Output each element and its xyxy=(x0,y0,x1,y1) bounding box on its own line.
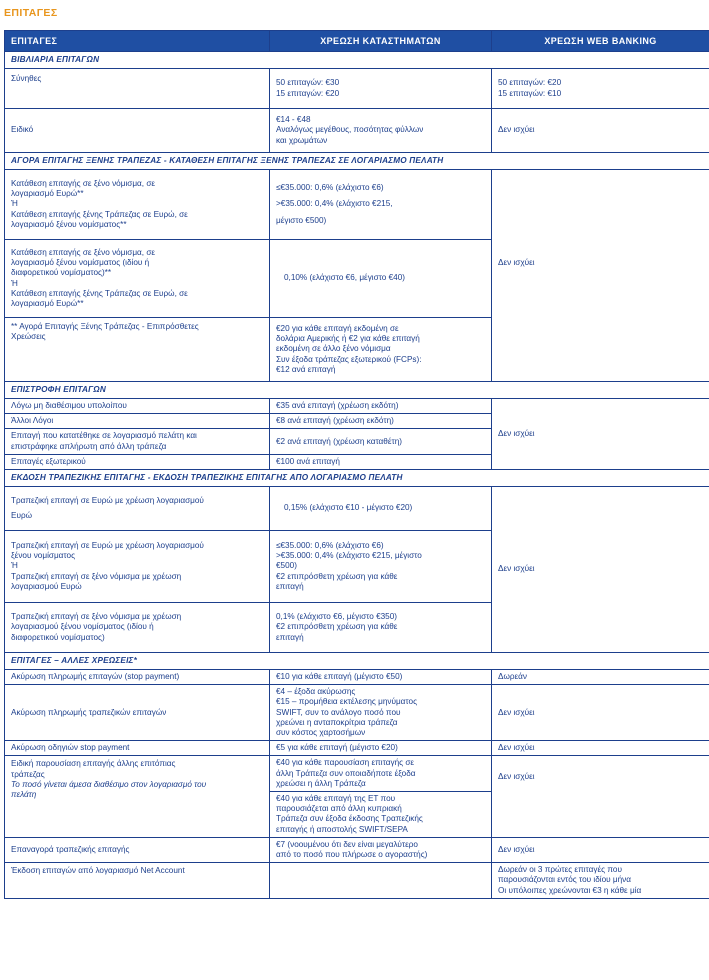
section-row xyxy=(5,653,709,670)
section-title: ΒΙΒΛΙΑΡΙΑ ΕΠΙΤΑΓΩΝ xyxy=(5,52,709,69)
cell-line: >€35.000: 0,4% (ελάχιστο €215, xyxy=(276,199,393,209)
cell-line: ≤€35.000: 0,6% (ελάχιστο €6) xyxy=(276,541,384,550)
section-row xyxy=(5,470,709,487)
cell-line: €14 - €48 xyxy=(276,115,311,125)
section-row xyxy=(5,153,709,170)
section-title: ΕΠΙΣΤΡΟΦΗ ΕΠΙΤΑΓΩΝ xyxy=(5,382,709,399)
table-cell xyxy=(270,69,492,109)
cell-line: εκδομένη σε άλλο ξένο νόμισμα xyxy=(276,344,391,354)
cell-line: Τραπεζική επιταγή σε Ευρώ με χρέωση λογαριασμού xyxy=(11,496,204,506)
table-cell: Άλλοι Λόγοι xyxy=(5,414,270,429)
cell-line: λογαριασμό Ευρώ** xyxy=(11,189,84,199)
cell-line: χρεώνει η ανταποκρίτρια τράπεζα xyxy=(276,717,398,727)
table-cell: €100 ανά επιταγή xyxy=(270,454,492,469)
section-row xyxy=(5,382,709,399)
page-title: ΕΠΙΤΑΓΕΣ xyxy=(4,7,58,19)
table-cell: Ακύρωση πληρωμής τραπεζικών επιταγών xyxy=(5,685,270,741)
cell-line: μέγιστο €500) xyxy=(276,215,327,225)
cell-line: ≤€35.000: 0,6% (ελάχιστο €6) xyxy=(276,183,384,193)
section-title: ΕΠΙΤΑΓΕΣ – ΑΛΛΕΣ ΧΡΕΩΣΕΙΣ* xyxy=(5,653,709,670)
cell-line: συν κόστος χαρτοσήμων xyxy=(276,728,366,738)
table-row xyxy=(5,741,709,756)
cell-line: €4 – έξοδα ακύρωσης xyxy=(276,687,356,697)
table-cell: Δεν ισχύει xyxy=(492,170,709,382)
cell-line: 50 επιταγών: €20 xyxy=(498,78,562,88)
cell-line: πελάτη xyxy=(11,790,37,800)
cell-line: επιταγή xyxy=(276,581,304,591)
table-header-row xyxy=(5,31,709,52)
sub-cell xyxy=(270,792,491,837)
table-row xyxy=(5,670,709,685)
table-cell: Δεν ισχύει xyxy=(492,741,709,756)
cell-line: Ή xyxy=(11,199,18,209)
table-cell: Ειδικό xyxy=(5,109,270,153)
cell-line: €40 για κάθε επιταγή της ΕΤ που xyxy=(276,794,396,804)
table-cell xyxy=(5,429,270,454)
section-title: ΑΓΟΡΑ ΕΠΙΤΑΓΗΣ ΞΕΝΗΣ ΤΡΑΠΕΖΑΣ - ΚΑΤΑΘΕΣΗ ΕΠΙΤΑΓΗΣ ΞΕΝΗΣ ΤΡΑΠΕΖΑΣ ΣΕ ΛΟΓΑΡΙΑΣΜΟ ΠΕΛΑΤΗ xyxy=(5,153,709,170)
cell-line: €20 για κάθε επιταγή εκδομένη σε xyxy=(276,323,399,333)
cell-line: Κατάθεση επιταγής σε ξένο νόμισμα, σε xyxy=(11,178,156,188)
cell-line: λογαριασμού Ευρώ xyxy=(11,581,82,591)
cell-line: Ή xyxy=(11,561,18,571)
table-cell: Δεν ισχύει xyxy=(492,399,709,470)
cell-line: λογαριασμού ξένου νομίσματος (ιδίου ή xyxy=(11,622,154,632)
table-cell: Δεν ισχύει xyxy=(492,756,709,837)
table-cell xyxy=(5,240,270,318)
table-cell: Λόγω μη διαθέσιμου υπολοίπου xyxy=(5,399,270,414)
cell-line: 0,1% (ελάχιστο €6, μέγιστο €350) xyxy=(276,612,398,622)
table-row xyxy=(5,69,709,109)
header-cell: ΧΡΕΩΣΗ WEB BANKING xyxy=(492,31,709,52)
cell-line: Κατάθεση επιταγής ξένης Τράπεζας σε Ευρώ, σε xyxy=(11,288,188,298)
table-cell: Δεν ισχύει xyxy=(492,487,709,653)
cell-line: €40 για κάθε παρουσίαση επιταγής σε xyxy=(276,758,415,768)
cell-line: Το ποσό γίνεται άμεσα διαθέσιμο στον λογαριασμό του xyxy=(11,779,207,789)
cell-line: Τραπεζική επιταγή σε ξένο νόμισμα με χρέωση xyxy=(11,571,182,581)
cell-line: λογαριασμό ξένου νομίσματος** xyxy=(11,219,127,229)
table-row xyxy=(5,685,709,741)
table-cell xyxy=(270,756,492,837)
cell-line: διαφορετικού νομίσματος)** xyxy=(11,268,112,278)
cell-line: ** Αγορά Επιταγής Ξένης Τράπεζας - Επιπρόσθετες xyxy=(11,322,199,331)
table-cell: Δωρεάν xyxy=(492,670,709,685)
table-cell xyxy=(270,863,492,899)
table-cell xyxy=(270,109,492,153)
cell-line: €12 ανά επιταγή xyxy=(276,364,336,374)
table-cell: €10 για κάθε επιταγή (μέγιστο €50) xyxy=(270,670,492,685)
section-row xyxy=(5,52,709,69)
cell-line: παρουσιάζεται από άλλη κυπριακή xyxy=(276,804,402,814)
table-row xyxy=(5,487,709,531)
cell-line: Τραπεζική επιταγή σε Ευρώ με χρέωση λογαριασμού xyxy=(11,541,204,550)
table-cell: Επαναγορά τραπεζικής επιταγής xyxy=(5,837,270,862)
cell-line: Ειδική παρουσίαση επιταγής άλλης επιτόπιας xyxy=(11,759,176,769)
cell-line: Δωρεάν οι 3 πρώτες επιταγές που xyxy=(498,865,622,875)
cell-line: €2 επιπρόσθετη χρέωση για κάθε xyxy=(276,622,398,632)
table-cell xyxy=(270,603,492,653)
cell-line: Χρεώσεις xyxy=(11,332,46,342)
header-cell: ΕΠΙΤΑΓΕΣ xyxy=(5,31,270,52)
table-cell xyxy=(492,863,709,899)
table-row xyxy=(5,170,709,240)
table-row xyxy=(5,756,709,837)
table-cell xyxy=(270,531,492,603)
table-cell: Ακύρωση πληρωμής επιταγών (stop payment) xyxy=(5,670,270,685)
cell-line: SWIFT, συν το ανάλογο ποσό που xyxy=(276,707,401,717)
cell-line: Οι υπόλοιπες χρεώνονται €3 η κάθε μία xyxy=(498,885,642,895)
cell-line: €500) xyxy=(276,561,297,571)
table-cell xyxy=(5,318,270,382)
table-cell xyxy=(270,318,492,382)
cell-line: Συν έξοδα τράπεζας εξωτερικού (FCPs): xyxy=(276,354,422,364)
header-cell: ΧΡΕΩΣΗ ΚΑΤΑΣΤΗΜΑΤΩΝ xyxy=(270,31,492,52)
cell-line: Ευρώ xyxy=(11,510,32,520)
cell-line: διαφορετικού νομίσματος) xyxy=(11,632,105,642)
table-row xyxy=(5,837,709,862)
cell-line: άλλη Τράπεζα συν οποιαδήποτε έξοδα xyxy=(276,768,416,778)
cell-line: από το ποσό που πλήρωσε ο αγοραστής) xyxy=(276,850,428,860)
cell-line: επιταγής ή αποστολής SWIFT/SEPA xyxy=(276,824,408,834)
table-cell: Έκδοση επιταγών από λογαριασμό Net Account xyxy=(5,863,270,899)
table-cell xyxy=(5,170,270,240)
table-row xyxy=(5,399,709,414)
table-cell: Επιταγές εξωτερικού xyxy=(5,454,270,469)
cell-line: 50 επιταγών: €30 xyxy=(276,78,340,88)
cell-line: Τραπεζική επιταγή σε ξένο νόμισμα με χρέωση xyxy=(11,612,182,622)
table-cell xyxy=(5,531,270,603)
table-cell: Δεν ισχύει xyxy=(492,109,709,153)
cell-line: δολάρια Αμερικής ή €2 για κάθε επιταγή xyxy=(276,334,420,344)
cell-line: Ή xyxy=(11,278,18,288)
table-cell: €5 για κάθε επιταγή (μέγιστο €20) xyxy=(270,741,492,756)
cell-line: τράπεζας xyxy=(11,769,45,779)
cell-line: παρουσιάζονται εντός του ιδίου μήνα xyxy=(498,875,631,885)
table-cell xyxy=(270,685,492,741)
cell-line: και χρωμάτων xyxy=(276,135,328,145)
cell-line: Αναλόγως μεγέθους, ποσότητας φύλλων xyxy=(276,125,424,135)
section-title: ΕΚΔΟΣΗ ΤΡΑΠΕΖΙΚΗΣ ΕΠΙΤΑΓΗΣ - ΕΚΔΟΣΗ ΤΡΑΠΕΖΙΚΗΣ ΕΠΙΤΑΓΗΣ ΑΠΟ ΛΟΓΑΡΙΑΣΜΟ ΠΕΛΑΤΗ xyxy=(5,470,709,487)
cell-line: επιστράφηκε απλήρωτη από άλλη τράπεζα xyxy=(11,441,167,451)
table-cell: Σύνηθες xyxy=(5,69,270,109)
table-cell: €8 ανά επιταγή (χρέωση εκδότη) xyxy=(270,414,492,429)
cell-line: Τράπεζα συν έξοδα έκδοσης Τραπεζικής xyxy=(276,814,423,824)
cell-line: 15 επιταγών: €20 xyxy=(276,88,340,98)
table-row xyxy=(5,863,709,899)
cell-line: λογαριασμό ξένου νομίσματος (ιδίου ή xyxy=(11,258,150,268)
table-cell xyxy=(5,487,270,531)
table-cell: Ακύρωση οδηγιών stop payment xyxy=(5,741,270,756)
cell-line: επιταγή xyxy=(276,632,304,642)
sub-cell xyxy=(270,756,491,792)
cell-line: λογαριασμό Ευρώ** xyxy=(11,298,84,308)
table-cell: Δεν ισχύει xyxy=(492,837,709,862)
table-cell: 0,10% (ελάχιστο €6, μέγιστο €40) xyxy=(270,240,492,318)
table-cell: 0,15% (ελάχιστο €10 - μέγιστο €20) xyxy=(270,487,492,531)
cell-line: χρεώσει η άλλη Τράπεζα xyxy=(276,778,366,788)
table-cell xyxy=(5,603,270,653)
table-cell: €35 ανά επιταγή (χρέωση εκδότη) xyxy=(270,399,492,414)
cell-line: Κατάθεση επιταγής σε ξένο νόμισμα, σε xyxy=(11,247,156,257)
table-row xyxy=(5,109,709,153)
table-cell xyxy=(270,170,492,240)
cell-line: Επιταγή που κατατέθηκε σε λογαριασμό πελάτη και xyxy=(11,431,197,441)
cell-line: Κατάθεση επιταγής ξένης Τράπεζας σε Ευρώ, σε xyxy=(11,209,188,219)
fees-table xyxy=(4,30,709,899)
table-cell: €2 ανά επιταγή (χρέωση καταθέτη) xyxy=(270,429,492,454)
cell-line: ξένου νομίσματος xyxy=(11,551,76,561)
table-cell xyxy=(270,837,492,862)
cell-line: >€35.000: 0,4% (ελάχιστο €215, μέγιστο xyxy=(276,551,422,561)
table-cell: Δεν ισχύει xyxy=(492,685,709,741)
cell-line: 15 επιταγών: €10 xyxy=(498,88,562,98)
table-cell xyxy=(5,756,270,837)
cell-line: €7 (νοουμένου ότι δεν είναι μεγαλύτερο xyxy=(276,839,418,849)
cell-line: €15 – προμήθεια εκτέλεσης μηνύματος xyxy=(276,697,418,707)
table-cell xyxy=(492,69,709,109)
cell-line: €2 επιπρόσθετη χρέωση για κάθε xyxy=(276,571,398,581)
